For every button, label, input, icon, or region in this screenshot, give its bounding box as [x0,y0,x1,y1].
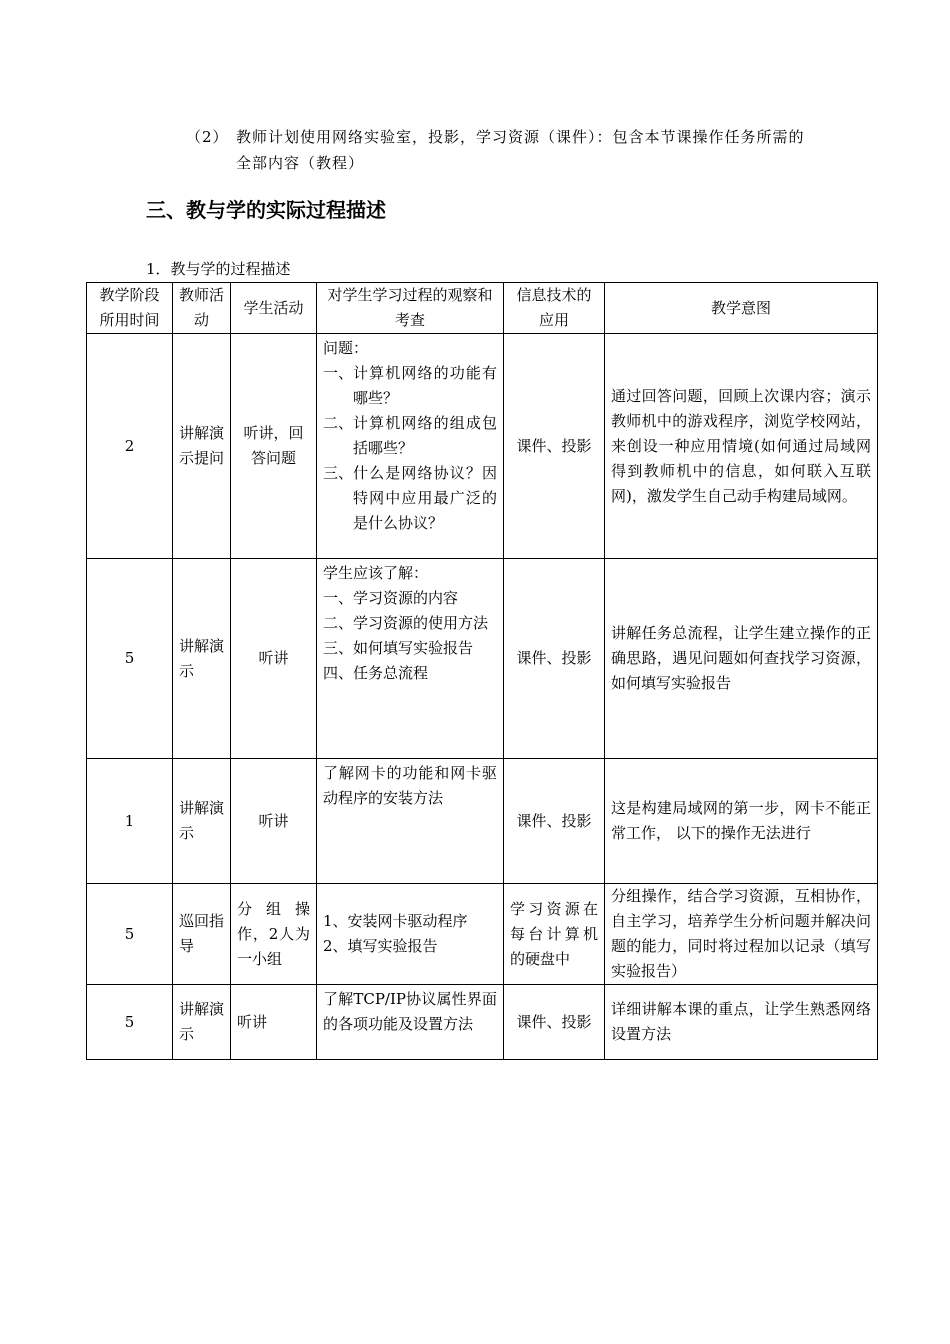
cell-intent: 分组操作，结合学习资源，互相协作，自主学习，培养学生分析问题并解决问题的能力，同时将过程加以记录（填写实验报告） [605,884,878,985]
cell-tech: 课件、投影 [504,759,605,884]
item-text-line1: 教师计划使用网络实验室，投影，学习资源（课件）：包含本节课操作任务所需的 [236,128,805,146]
cell-tech: 课件、投影 [504,334,605,559]
cell-observation: 了解网卡的功能和网卡驱动程序的安装方法 [317,759,504,884]
cell-student: 听讲 [231,559,317,759]
list-item: 1、 安装网卡驱动程序 [323,912,468,930]
cell-time: 1 [87,759,173,884]
cell-teacher: 讲解演示提问 [173,334,231,559]
header-tech: 信息技术的应用 [504,283,605,334]
cell-teacher: 巡回指导 [173,884,231,985]
table-row [87,334,878,559]
item-text-line2: 全部内容（教程） [236,154,365,172]
resource-plan-item [186,124,805,176]
cell-observation: 了解TCP/IP协议属性界面的各项功能及设置方法 [317,985,504,1060]
cell-student: 听讲 [231,985,317,1060]
header-student: 学生活动 [231,283,317,334]
list-item: 一、 学习资源的内容 [323,589,459,607]
cell-intent: 通过回答问题，回顾上次课内容；演示教师机中的游戏程序，浏览学校网站，来创设一种应用情境(如何通过局域网得到教师机中的信息，如何联入互联网)，激发学生自己动手构建局域网。 [605,334,878,559]
list-item: 二、 学习资源的使用方法 [323,614,489,632]
table-row [87,985,878,1060]
observation-intro: 学生应该了解： [323,564,429,582]
list-item: 一、 计算机网络的功能有哪些？ [323,364,497,407]
cell-intent: 这是构建局域网的第一步，网卡不能正常工作， 以下的操作无法进行 [605,759,878,884]
cell-observation [317,334,504,559]
header-teacher: 教师活动 [173,283,231,334]
cell-observation [317,884,504,985]
cell-student: 听讲，回答问题 [231,334,317,559]
table-row [87,559,878,759]
table-row [87,884,878,985]
header-intent: 教学意图 [605,283,878,334]
cell-teacher: 讲解演示 [173,759,231,884]
cell-intent: 讲解任务总流程，让学生建立操作的正确思路，遇见问题如何查找学习资源，如何填写实验报告 [605,559,878,759]
section-title: 三、教与学的实际过程描述 [146,198,386,222]
header-time: 教学阶段所用时间 [87,283,173,334]
item-number: （2） [186,128,229,146]
cell-observation [317,559,504,759]
list-item: 2、 填写实验报告 [323,937,438,955]
cell-tech: 课件、投影 [504,559,605,759]
header-observation: 对学生学习过程的观察和考查 [317,283,504,334]
cell-time: 5 [87,559,173,759]
list-item: 三、 如何填写实验报告 [323,639,474,657]
cell-teacher: 讲解演示 [173,559,231,759]
teaching-process-table [86,282,878,1060]
cell-time: 5 [87,884,173,985]
sub-title: 1．教与学的过程描述 [146,260,291,278]
list-item: 三、 什么是网络协议？因特网中应用最广泛的是什么协议？ [323,464,497,532]
list-item: 四、 任务总流程 [323,664,429,682]
cell-tech: 学习资源在每台计算机的硬盘中 [504,884,605,985]
list-item: 二、 计算机网络的组成包括哪些？ [323,414,497,457]
observation-intro: 问题： [323,339,369,357]
cell-tech: 课件、投影 [504,985,605,1060]
table-header-row [87,283,878,334]
cell-time: 2 [87,334,173,559]
cell-time: 5 [87,985,173,1060]
cell-teacher: 讲解演示 [173,985,231,1060]
cell-student: 分组操作，2人为一小组 [231,884,317,985]
cell-intent: 详细讲解本课的重点，让学生熟悉网络设置方法 [605,985,878,1060]
table-row [87,759,878,884]
cell-student: 听讲 [231,759,317,884]
